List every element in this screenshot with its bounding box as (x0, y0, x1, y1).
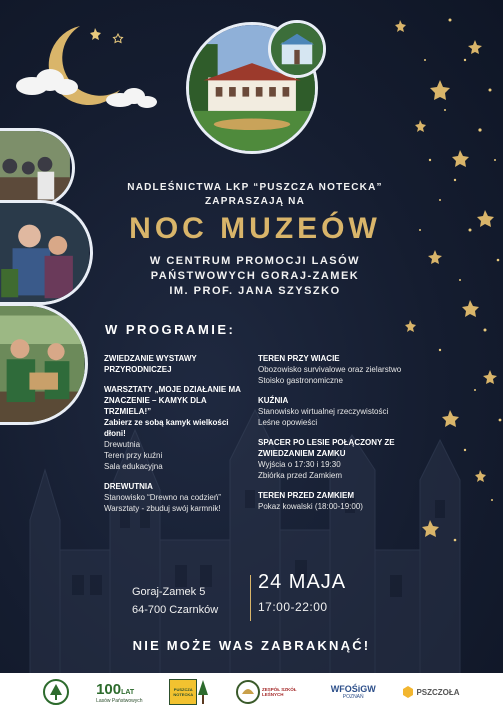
program-column-left (104, 353, 252, 523)
program-item-line: Obozowisko survivalowe oraz zielarstwo (258, 365, 402, 374)
school-label: ZESPÓŁ SZKÓŁ LEŚNYCH (261, 687, 297, 697)
program-item (258, 490, 408, 512)
address-line-2: 64-700 Czarnków (132, 604, 219, 616)
program-item-line: Stanowisko “Drewno na codzień” (104, 493, 221, 502)
event-hours: 17:00-22:00 (258, 600, 328, 614)
program-item (258, 437, 408, 481)
wfos-sub: POZNAŃ (342, 694, 364, 700)
program-item-line: Pokaz kowalski (18:00-19:00) (258, 502, 363, 511)
school-logo (236, 680, 304, 704)
event-photo-2 (0, 200, 93, 305)
address (132, 583, 218, 619)
sponsor-logos (0, 673, 503, 711)
puszcza-notecka-label: PUSZCZA NOTECKA (169, 679, 197, 705)
anniversary-number: 100 (96, 680, 122, 698)
venue-text (100, 254, 410, 299)
wfos-label: WFOŚiGW (330, 684, 376, 694)
venue-line-1: W CENTRUM PROMOCJI LASÓW (149, 255, 361, 267)
program-item-heading: SPACER PO LESIE POŁĄCZONY ZE ZWIEDZANIEM ZAMKU (258, 438, 395, 458)
event-date: 24 MAJA (258, 571, 347, 593)
closing-slogan: NIE MOŻE WAS ZABRAKNĄĆ! (132, 638, 371, 653)
program-item-line: Stanowisko wirtualnej rzeczywistości (258, 407, 389, 416)
program-item (104, 384, 252, 472)
program-item-heading: TEREN PRZY WIACIE (258, 354, 340, 363)
program-item-line: Leśne opowieści (258, 418, 318, 427)
program-item-heading: DREWUTNIA (104, 482, 153, 491)
anniversary-sub: Lasów Państwowych (96, 697, 143, 704)
program-item (104, 481, 252, 514)
program-item-heading: KUŹNIA (258, 396, 289, 405)
anniversary-logo (96, 681, 142, 704)
program-item-note: Zabierz ze sobą kamyk wielkości dłoni! (104, 418, 229, 438)
venue-line-2: PAŃSTWOWYCH GORAJ-ZAMEK (150, 270, 360, 282)
program-item-heading: TEREN PRZED ZAMKIEM (258, 491, 354, 500)
castle-photo-small (268, 20, 326, 78)
program-item-line: Warsztaty - zbuduj swój karmnik! (104, 504, 221, 513)
organizer-line-2: ZAPRASZAJĄ NA (204, 196, 306, 207)
divider-line (250, 575, 251, 621)
program-item (258, 353, 408, 386)
program-item (104, 353, 252, 375)
program-item (258, 395, 408, 428)
wfosigw-logo (331, 684, 376, 700)
program-item-line: Teren przy kuźni (104, 451, 163, 460)
program-column-right (258, 353, 408, 521)
puszcza-notecka-logo (169, 679, 209, 705)
lasy-panstwowe-logo (43, 679, 69, 705)
pszczola-label: PSZCZOŁA (416, 687, 460, 697)
address-line-1: Goraj-Zamek 5 (132, 586, 206, 598)
event-title: NOC MUZEÓW (129, 212, 381, 245)
pszczola-logo (402, 686, 459, 698)
event-photo-1 (0, 128, 75, 208)
program-item-heading: WARSZTATY „MOJE DZIAŁANIE MA ZNACZENIE – KAMYK DLA TRZMIELA!” (104, 385, 241, 416)
venue-line-3: IM. PROF. JANA SZYSZKO (169, 285, 341, 297)
program-item-line: Drewutnia (104, 440, 141, 449)
program-item-heading: ZWIEDZANIE WYSTAWY PRZYRODNICZEJ (104, 354, 197, 374)
program-item-line: Stoisko gastronomiczne (258, 376, 343, 385)
anniversary-sup: LAT (121, 688, 135, 696)
organizer-line-1: NADLEŚNICTWA LKP “PUSZCZA NOTECKA” (127, 182, 383, 193)
organizer-text (100, 181, 410, 209)
program-item-line: Wyjścia o 17:30 i 19:30 (258, 460, 341, 469)
moon-illustration (10, 20, 160, 115)
program-heading: W PROGRAMIE: (105, 322, 236, 337)
program-item-line: Sala edukacyjna (104, 462, 163, 471)
program-item-line: Zbiórka przed Zamkiem (258, 471, 343, 480)
